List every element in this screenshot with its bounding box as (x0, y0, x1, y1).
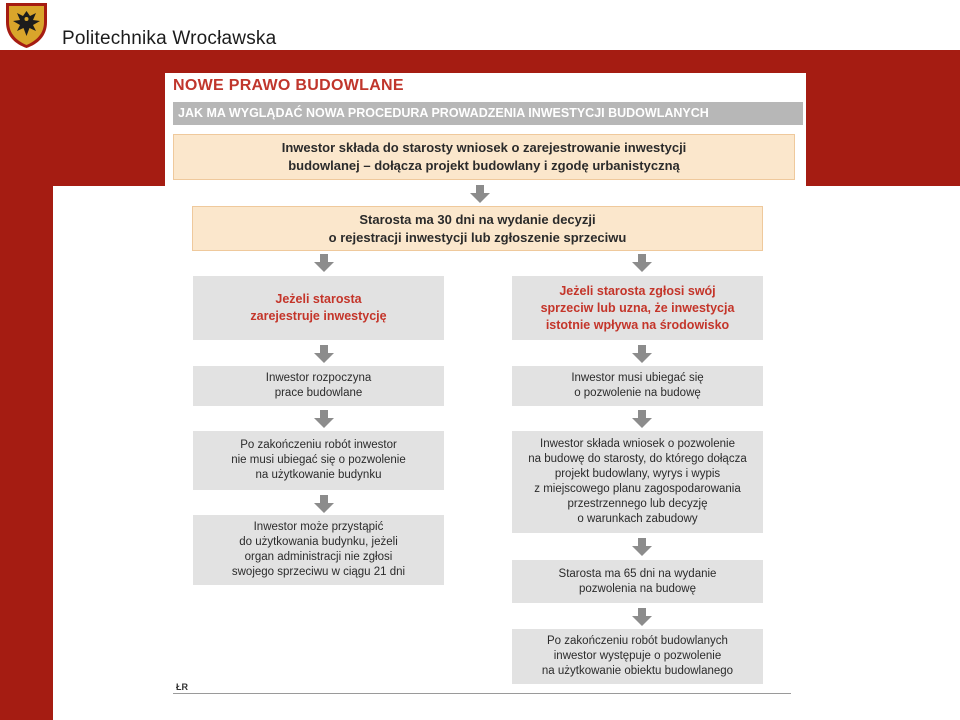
infographic-title: NOWE PRAWO BUDOWLANE (173, 77, 404, 94)
right-step-permit-box (512, 366, 763, 406)
brand-name: Politechnika Wrocławska (62, 28, 277, 49)
right-step-text: Starosta ma 65 dni na wydanie pozwolenia na budowę (558, 567, 717, 595)
left-step-no-permit-box (193, 431, 444, 490)
left-step-text: Inwestor rozpoczyna prace budowlane (265, 372, 372, 399)
sidebar-red-band (0, 50, 53, 720)
right-step-text: Inwestor musi ubiegać się o pozwolenie na budowę (571, 372, 704, 399)
left-step-text: Inwestor może przystąpić do użytkowania budynku, jeżeli organ administracji nie zgłosi swojego sprzeciwu w ciągu 21 dni (231, 521, 406, 578)
arrow-down-icon (314, 345, 334, 363)
right-step-use-permit-box (512, 629, 763, 684)
bottom-divider (173, 693, 791, 694)
right-step-application-box (512, 431, 763, 533)
arrow-down-icon (470, 185, 490, 203)
eagle-crest-icon (0, 0, 53, 50)
author-footnote: ŁR (176, 682, 188, 692)
arrow-down-icon (314, 254, 334, 272)
step-register-text: Inwestor składa do starosty wniosek o zarejestrowanie inwestycji budowlanej – dołącza projekt budowlany i zgodę urbanistyczną (281, 140, 687, 173)
arrow-down-icon (632, 608, 652, 626)
arrow-down-icon (632, 538, 652, 556)
logo-area (0, 0, 53, 50)
arrow-down-icon (632, 345, 652, 363)
arrow-down-icon (314, 495, 334, 513)
flowchart-infographic (165, 73, 806, 698)
right-step-65-days-box (512, 560, 763, 603)
left-step-text: Po zakończeniu robót inwestor nie musi ubiegać się o pozwolenie na użytkowanie budynku (231, 439, 406, 481)
arrow-down-icon (632, 254, 652, 272)
left-step-start-box (193, 366, 444, 406)
step-decision-time-text: Starosta ma 30 dni na wydanie decyzji o rejestracji inwestycji lub zgłoszenie sprzeciwu (328, 211, 627, 245)
right-step-text: Po zakończeniu robót budowlanych inwestor występuje o pozwolenie na użytkowanie obiektu budowlanego (541, 635, 734, 677)
arrow-down-icon (314, 410, 334, 428)
right-condition-text: Jeżeli starosta zgłosi swój sprzeciw lub uzna, że inwestycja istotnie wpływa na środowisko (540, 283, 735, 332)
right-step-text: Inwestor składa wniosek o pozwolenie na budowę do starosty, do którego dołącza projekt budowlany, wyrys i wypis z miejscowego planu zagospodarowania przestrzennego lub decyzję o warunkach zabudowy (528, 438, 747, 525)
left-condition-text: Jeżeli starosta zarejestruje inwestycję (250, 292, 387, 323)
arrow-down-icon (632, 410, 652, 428)
step-decision-time-box (192, 206, 763, 251)
infographic-subtitle: JAK MA WYGLĄDAĆ NOWA PROCEDURA PROWADZENIA INWESTYCJI BUDOWLANYCH (173, 102, 803, 125)
left-condition-box (193, 276, 444, 340)
step-register-box (173, 134, 795, 180)
right-condition-box (512, 276, 763, 340)
left-step-use-box (193, 515, 444, 585)
